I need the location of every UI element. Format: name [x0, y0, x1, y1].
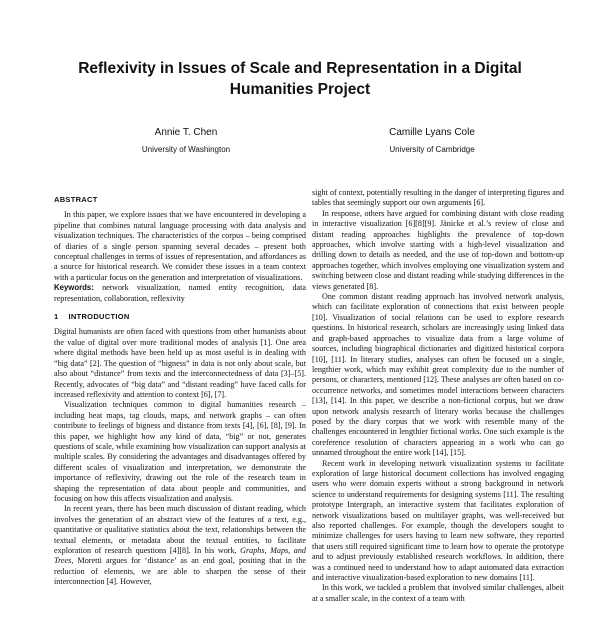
intro-paragraph-2: Visualization techniques common to digital humanities research – including heat maps, tag clouds, maps, and network graphs – can often contribute to feelings of bigness and distance from texts [4], [6], [8], [9]. In this paper, we highlight how any kind of data, “big” or not, generates questions of scale, while examining how visualization can support analysis at multiple scales. By considering the advantages and disadvantages offered by different scales of visualization and interpretation, we demonstrate the importance of reflexivity, drawing out the role of the research team in shaping the representation of data about people and communities, and focusing on how this affects visualization and analysis.: [54, 400, 306, 503]
intro-paragraph-3: [54, 504, 306, 587]
right-paragraph-0: sight of context, potentially resulting in the danger of interpreting figures and tables that seemingly support our own arguments [6].: [312, 188, 564, 208]
intro-paragraph-1: Digital humanists are often faced with questions from other humanists about the value of digital over more traditional modes of analysis [1]. One area where digital methods have been held up as most useful is in dealing with “big data” [2]. The question of “bigness” in data is not only about scale, but also about “distance” from texts and the interconnectedness of data [3]–[5]. Recently, advocates of “big data” and “distant reading” have faced calls for increased reflexivity and attention to context [6], [7].: [54, 327, 306, 399]
abstract-text: In this paper, we explore issues that we have encountered in developing a pipeline that combines natural language processing with data analysis and visualization techniques. The characteristics of the corpus – being comprised of diaries of a single person spanning several decades – present both conceptual challenges in terms of issues of representation, and affordances as a source for historical research. We consider these issues in a team context with a particular focus on the generation and interpretation of visualizations.: [54, 210, 306, 282]
book-title-italic: Graphs, Maps, and Trees: [54, 546, 306, 566]
author-affiliation: University of Cambridge: [389, 145, 475, 154]
keywords-label: Keywords:: [54, 283, 94, 293]
paper-title-line2: Humanities Project: [229, 81, 371, 98]
right-paragraph-1: In response, others have argued for combining distant with close reading in interactive visualization [6][8][9]. Jänicke et al.’s review of close and distant reading approaches highlights the prevalence of top-down approaches, which involve starting with a high-level visualization and drilling down to details as needed, and the use of top-down and bottom-up approaches together, which involves employing one visualization system and switching between close and distant reading while studying differences in the views generated [8].: [312, 208, 564, 291]
paper-title: [0, 58, 600, 100]
intro-p3-end: , Moretti argues for ‘distance’ as an end goal, positing that in the reduction of elements, we are able to sharpen the sense of their interconnection [4]. However,: [54, 556, 306, 587]
author-name: Annie T. Chen: [154, 127, 218, 138]
keywords-text: network visualization, named entity recognition, data representation, collaboration, reflexivity: [54, 283, 306, 303]
right-column: [312, 188, 564, 620]
abstract-heading: ABSTRACT: [54, 195, 98, 204]
left-column: [54, 195, 306, 627]
section-heading-introduction: [54, 312, 306, 322]
right-paragraph-4: In this work, we tackled a problem that involved similar challenges, albeit at a smaller scale, in the context of a team with: [312, 583, 564, 603]
author-affiliation: University of Washington: [141, 145, 231, 154]
section-number: 1: [54, 312, 59, 322]
keywords: [54, 283, 306, 304]
section-title: INTRODUCTION: [68, 312, 130, 322]
author-block-1: [66, 126, 306, 157]
right-paragraph-2: One common distant reading approach has involved network analysis, which can facilitate exploration of connections that exist between people [10]. Visualization of social relations can be used to explore research questions. In historical research, scholars are increasingly using linked data and graph-based approaches to visualize data from a large volume of sources, including biographical dictionaries and digitized historical corpora [10], [11]. In literary studies, analyses can often be focused on a single, lengthier work, which may exhibit great complexity due to the number of persons, or characters, mentioned [12]. These analyses are often based on co-occurrence networks, and sometimes model interactions between characters [13], [14]. In this paper, we describe a non-fictional corpus, but we draw upon network analysis research of literary works because the challenges posed by the diary corpus that we work with resemble many of the challenges encountered in lengthier fictional works. One such example is the coreference resolution of characters appearing in a work who can go unnamed throughout the entire work [14], [15].: [312, 292, 564, 458]
author-name: Camille Lyans Cole: [389, 127, 475, 138]
paper-title-line1: Reflexivity in Issues of Scale and Representation in a Digital: [78, 60, 522, 77]
author-block-2: [312, 126, 552, 157]
right-paragraph-3: Recent work in developing network visualization systems to facilitate exploration of large historical document collections has involved engaging users who were domain experts without a strong background in network science to understand requirements for designing systems [11]. The resulting prototype Intergraph, an interactive system that facilitates exploration of network visualizations based on multilayer graphs, was well-received but also reported challenges. For example, though the developers sought to minimize challenges for users having to learn new software, they reported that users still required significant time to learn how to operate the prototype and to adjust previously established research workflows. In addition, there was a continued need to understand how to adapt automated data extraction and interactive visualization-based exploration to new domains [11].: [312, 458, 564, 583]
intro-p3-start: In recent years, there has been much discussion of distant reading, which involves the generation of an abstract view of the features of a text, e.g., quantitative or qualitative statistics about the text, relationships between the textual elements, or metadata about the textual entities, to facilitate exploration of research questions [4][8]. In his work,: [54, 504, 306, 555]
